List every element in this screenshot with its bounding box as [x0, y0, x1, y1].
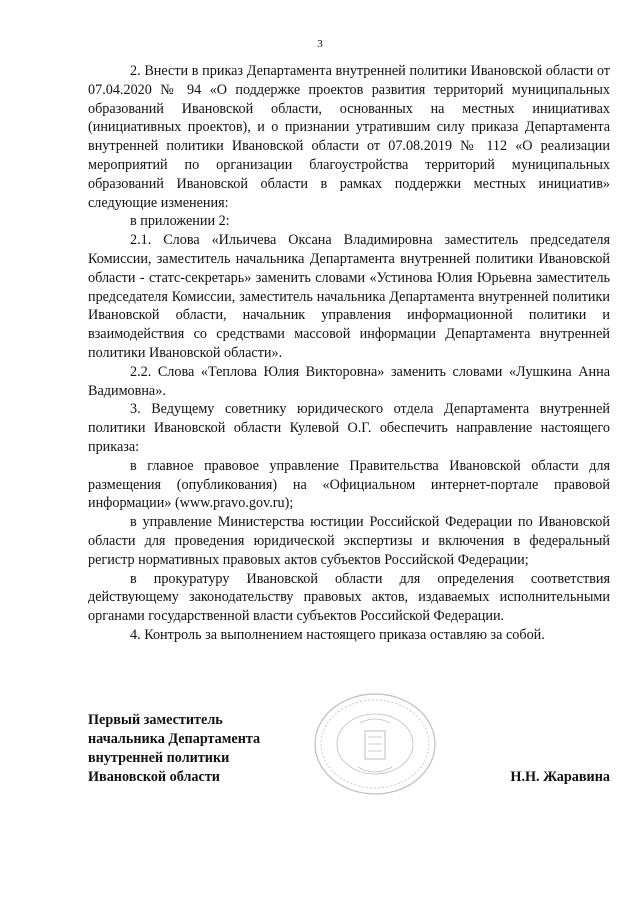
paragraph-item-3-recipient-3: в прокуратуру Ивановской области для определения соответствия действующему законодательству правовых актов, издаваемых исполнительными органами государственной власти субъектов Российской Федерации.: [88, 570, 610, 625]
paragraph-appendix-2: в приложении 2:: [130, 213, 230, 230]
signer-title-line: Первый заместитель: [88, 712, 223, 728]
official-seal-icon: [310, 689, 440, 799]
document-body: [88, 62, 610, 645]
signer-title-line: внутренней политики: [88, 750, 230, 766]
paragraph-item-4: 4. Контроль за выполнением настоящего приказа оставляю за собой.: [130, 626, 545, 643]
signer-name: Н.Н. Жаравина: [510, 769, 610, 785]
paragraph-item-2: 2. Внести в приказ Департамента внутренней политики Ивановской области от 07.04.2020 № 94 «О поддержке проектов развития территорий муниципальных образований Ивановской области, основанных на местных инициативах (инициативных проектов), и о признании утратившим силу приказа Департамента внутренней политики Ивановской области от 07.08.2019 № 112 «О реализации мероприятий по организации благоустройства территорий муниципальных образований Ивановской области в рамках поддержки местных инициатив» следующие изменения:: [88, 63, 610, 211]
paragraph-item-3-recipient-1: в главное правовое управление Правительства Ивановской области для размещения (опубликования) на «Официальном интернет-портале правовой информации» (www.pravo.gov.ru);: [88, 457, 610, 512]
signer-title-line: начальника Департамента: [88, 731, 261, 747]
signature-block: [88, 711, 610, 801]
paragraph-item-2-1: 2.1. Слова «Ильичева Оксана Владимировна заместитель председателя Комиссии, заместитель начальника Департамента внутренней политики Ивановской области - статс-секретарь» заменить словами «Устинова Юлия Юрьевна заместитель председателя Комиссии, заместитель начальника Департамента внутренней политики Ивановской области, начальник управления информационной политики и взаимодействия со средствами массовой информации Департамента внутренней политики Ивановской области».: [88, 232, 610, 361]
signer-title: [88, 711, 260, 787]
paragraph-item-3-recipient-2: в управление Министерства юстиции Российской Федерации по Ивановской области для проведения юридической экспертизы и включения в федеральный регистр нормативных правовых актов субъектов Российской Федерации;: [88, 514, 610, 568]
paragraph-item-3: 3. Ведущему советнику юридического отдела Департамента внутренней политики Ивановской области Кулевой О.Г. обеспечить направление настоящего приказа:: [88, 401, 610, 455]
signer-title-line: Ивановской области: [88, 769, 220, 785]
paragraph-item-2-2: 2.2. Слова «Теплова Юлия Викторовна» заменить словами «Лушкина Анна Вадимовна».: [88, 363, 610, 399]
page-number: 3: [317, 38, 323, 50]
